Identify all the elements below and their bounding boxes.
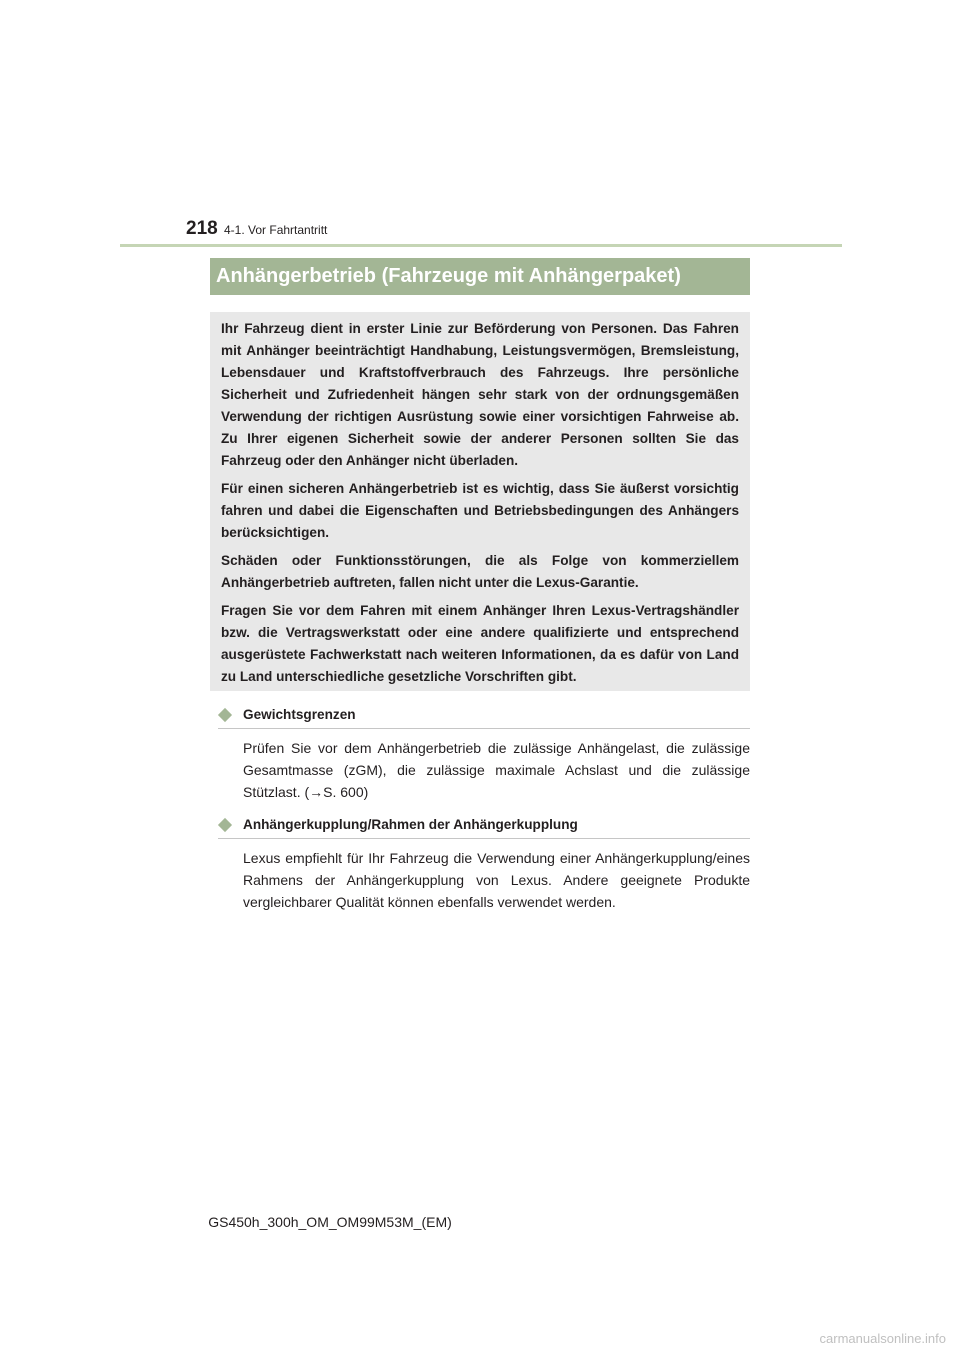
- page-header: [120, 214, 842, 246]
- section-title: Anhängerkupplung/Rahmen der Anhängerkupplung: [243, 817, 578, 832]
- section-trailer-hitch: [218, 816, 750, 913]
- section-body: Lexus empfiehlt für Ihr Fahrzeug die Verwendung einer Anhängerkupplung/eines Rahmens der Anhängerkupplung von Lexus. Andere geeignete Produkte vergleichbarer Qualität können ebenfalls verwendet werden.: [243, 850, 750, 910]
- document-code: GS450h_300h_OM_OM99M53M_(EM): [208, 1214, 452, 1230]
- section-title: Gewichtsgrenzen: [243, 707, 356, 722]
- section-heading: [218, 816, 750, 839]
- watermark-text: carmanualsonline.info: [819, 1331, 946, 1346]
- header-divider: [120, 244, 842, 247]
- page-number: 218: [186, 218, 218, 239]
- intro-box: [210, 312, 750, 691]
- page-title: Anhängerbetrieb (Fahrzeuge mit Anhängerpaket): [210, 258, 750, 295]
- section-heading: [218, 706, 750, 729]
- intro-paragraph: Fragen Sie vor dem Fahren mit einem Anhänger Ihren Lexus-Vertragshändler bzw. die Vertragswerkstatt oder eine andere qualifizierte und entsprechend ausgerüstete Fachwerkstatt nach weiteren Informationen, da es dafür von Land zu Land unterschiedliche gesetzliche Vorschriften gibt.: [221, 603, 739, 684]
- section-label: 4-1. Vor Fahrtantritt: [224, 223, 328, 237]
- diamond-bullet-icon: [218, 818, 232, 832]
- intro-paragraph: Für einen sicheren Anhängerbetrieb ist es wichtig, dass Sie äußerst vorsichtig fahren und dabei die Eigenschaften und Betriebsbedingungen des Anhängers berücksichtigen.: [221, 481, 739, 540]
- intro-paragraph: Schäden oder Funktionsstörungen, die als Folge von kommerziellem Anhängerbetrieb auftreten, fallen nicht unter die Lexus-Garantie.: [221, 553, 739, 590]
- diamond-bullet-icon: [218, 708, 232, 722]
- intro-paragraph: Ihr Fahrzeug dient in erster Linie zur Beförderung von Personen. Das Fahren mit Anhänger beeinträchtigt Handhabung, Leistungsvermögen, Bremsleistung, Lebensdauer und Kraftstoffverbrauch des Fahrzeugs. Ihre persönliche Sicherheit und Zufriedenheit hängen sehr stark von der ordnungsgemäßen Verwendung der richtigen Ausrüstung sowie einer vorsichtigen Fahrweise ab. Zu Ihrer eigenen Sicherheit sowie der anderer Personen sollten Sie das Fahrzeug oder den Anhänger nicht überladen.: [221, 321, 739, 468]
- section-body: Prüfen Sie vor dem Anhängerbetrieb die zulässige Anhängelast, die zulässige Gesamtmasse (zGM), die zulässige maximale Achslast und die zulässige Stützlast. (→S. 600): [243, 740, 750, 800]
- section-weight-limits: [218, 706, 750, 803]
